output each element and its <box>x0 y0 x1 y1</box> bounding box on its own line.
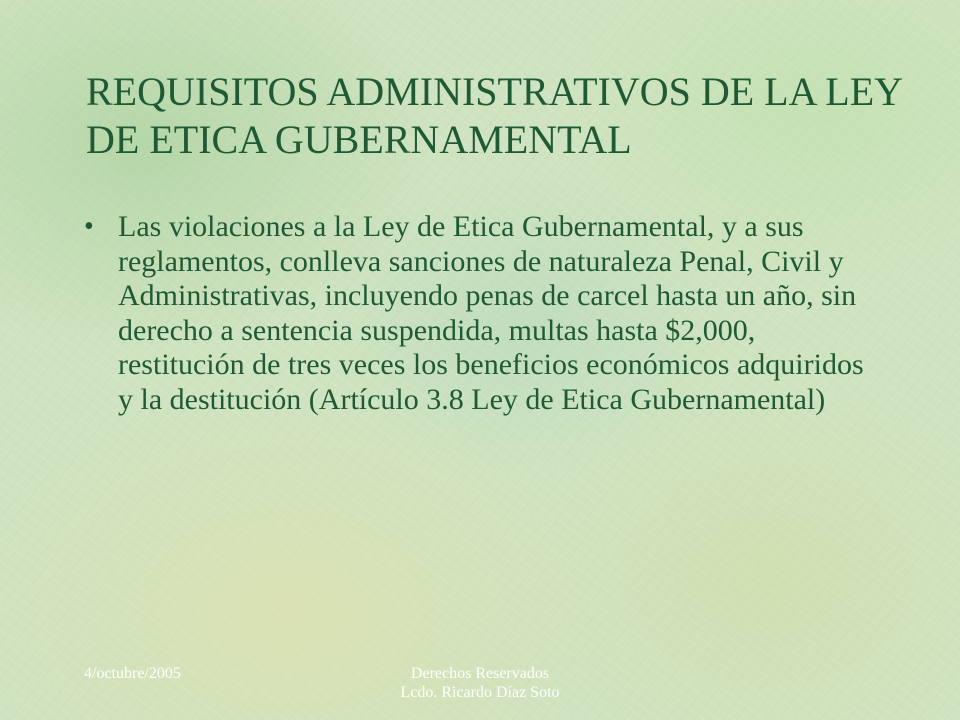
bullet-list <box>84 210 874 417</box>
bullet-marker: • <box>84 211 94 242</box>
bullet-text: Las violaciones a la Ley de Etica Gubernamental, y a sus reglamentos, conlleva sanciones de naturaleza Penal, Civil y Administrativas, incluyendo penas de carcel hasta un año, sin derecho a sentencia suspendida, multas hasta $2,000, restitución de tres veces los beneficios económicos adquiridos y la destitución (Artículo 3.8 Ley de Etica Gubernamental) <box>118 210 864 416</box>
bullet-item <box>84 210 874 417</box>
footer-date: 4/octubre/2005 <box>84 665 181 682</box>
footer-author: Lcdo. Ricardo Díaz Soto <box>400 684 560 701</box>
footer-rights: Derechos Reservados <box>410 665 550 682</box>
slide-title: REQUISITOS ADMINISTRATIVOS DE LA LEY DE ETICA GUBERNAMENTAL <box>86 69 902 162</box>
footer-center <box>330 664 630 702</box>
